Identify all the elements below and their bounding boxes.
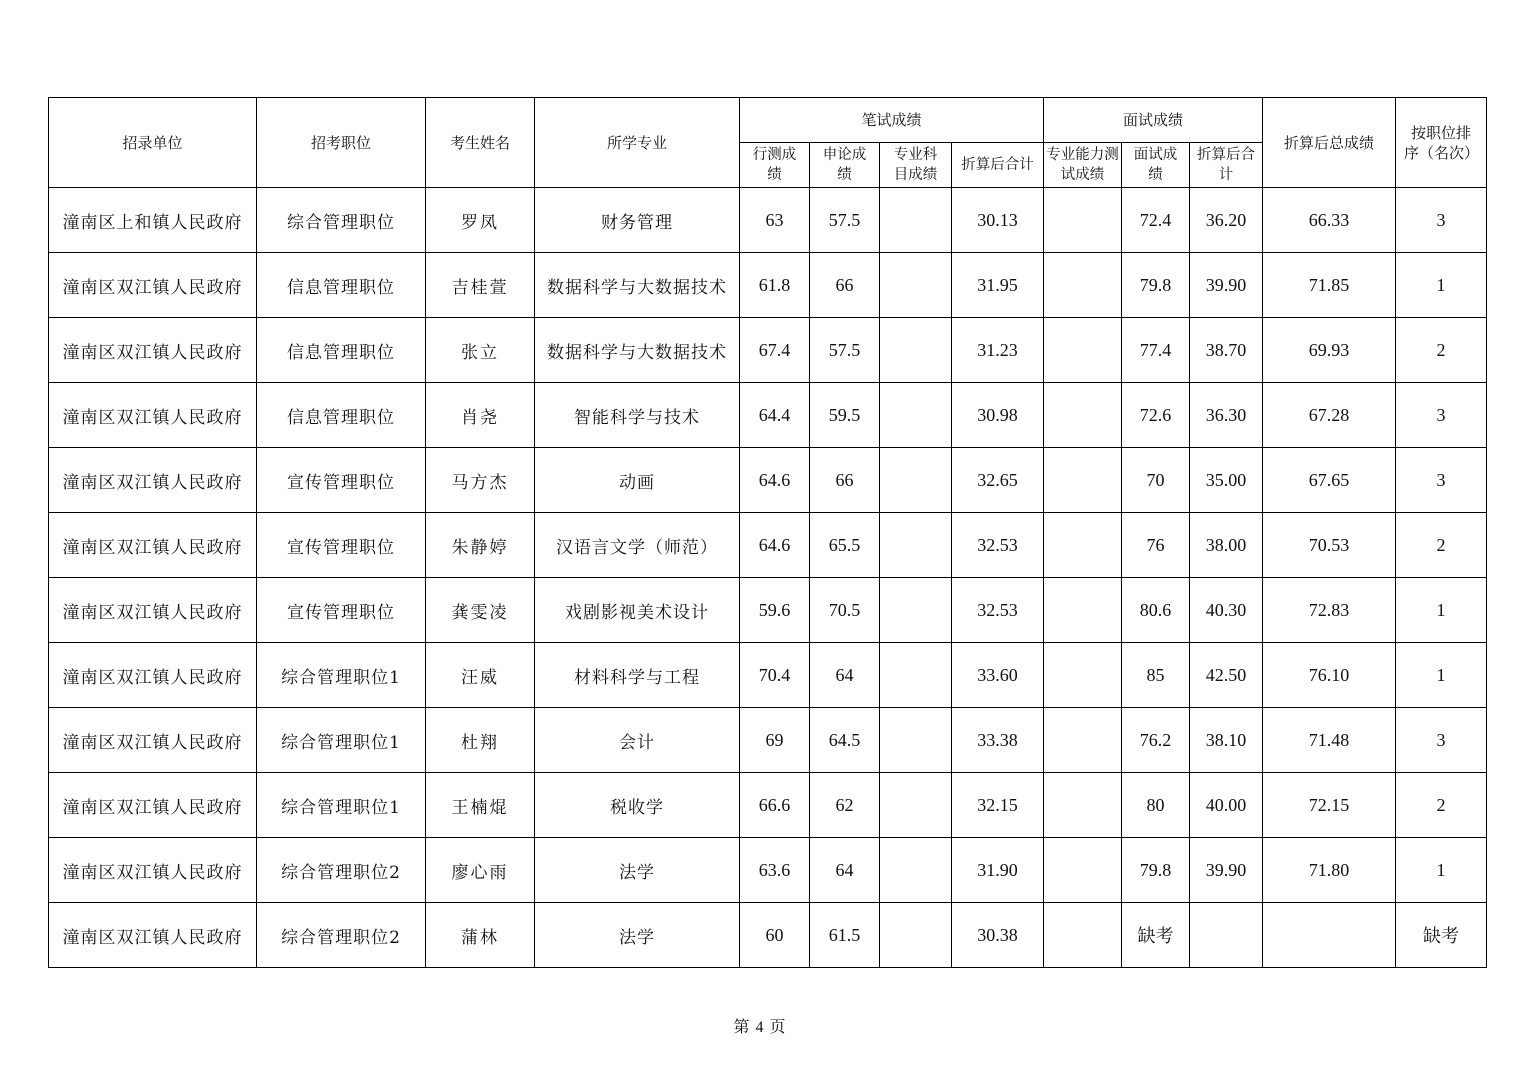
cell-interview-total: 39.90: [1190, 838, 1263, 903]
cell-interview-total: 39.90: [1190, 253, 1263, 318]
cell-interview: 80.6: [1122, 578, 1190, 643]
cell-total: 69.93: [1263, 318, 1396, 383]
cell-shenlun: 66: [810, 448, 880, 513]
cell-xingce: 67.4: [740, 318, 810, 383]
header-position: 招考职位: [257, 98, 426, 188]
cell-total: 71.85: [1263, 253, 1396, 318]
cell-written-total: 30.98: [952, 383, 1044, 448]
cell-xingce: 60: [740, 903, 810, 968]
cell-interview: 79.8: [1122, 253, 1190, 318]
cell-major: 材料科学与工程: [535, 643, 740, 708]
cell-interview: 79.8: [1122, 838, 1190, 903]
cell-ability: [1044, 448, 1122, 513]
cell-interview-total: 38.10: [1190, 708, 1263, 773]
cell-interview: 72.6: [1122, 383, 1190, 448]
cell-interview: 76: [1122, 513, 1190, 578]
cell-shenlun: 64: [810, 838, 880, 903]
cell-position: 综合管理职位2: [257, 903, 426, 968]
header-name: 考生姓名: [426, 98, 535, 188]
cell-total: 72.15: [1263, 773, 1396, 838]
cell-major: 动画: [535, 448, 740, 513]
cell-ability: [1044, 253, 1122, 318]
cell-shenlun: 62: [810, 773, 880, 838]
header-prof: 专业科目成绩: [880, 143, 952, 188]
cell-shenlun: 64: [810, 643, 880, 708]
cell-written-total: 33.38: [952, 708, 1044, 773]
cell-prof: [880, 253, 952, 318]
cell-ability: [1044, 903, 1122, 968]
cell-rank: 2: [1396, 773, 1487, 838]
cell-prof: [880, 643, 952, 708]
cell-written-total: 32.15: [952, 773, 1044, 838]
cell-xingce: 61.8: [740, 253, 810, 318]
cell-position: 综合管理职位: [257, 188, 426, 253]
cell-unit: 潼南区双江镇人民政府: [49, 773, 257, 838]
cell-unit: 潼南区双江镇人民政府: [49, 253, 257, 318]
cell-total: [1263, 903, 1396, 968]
table-row: [49, 318, 1487, 383]
cell-unit: 潼南区上和镇人民政府: [49, 188, 257, 253]
cell-interview: 70: [1122, 448, 1190, 513]
cell-major: 智能科学与技术: [535, 383, 740, 448]
cell-xingce: 64.6: [740, 448, 810, 513]
cell-rank: 3: [1396, 383, 1487, 448]
cell-position: 综合管理职位1: [257, 643, 426, 708]
cell-name: 汪威: [426, 643, 535, 708]
header-shenlun: 申论成绩: [810, 143, 880, 188]
cell-written-total: 30.13: [952, 188, 1044, 253]
cell-xingce: 63.6: [740, 838, 810, 903]
cell-written-total: 30.38: [952, 903, 1044, 968]
cell-name: 龚雯凌: [426, 578, 535, 643]
cell-written-total: 32.53: [952, 513, 1044, 578]
cell-prof: [880, 513, 952, 578]
cell-ability: [1044, 708, 1122, 773]
header-ability: 专业能力测试成绩: [1044, 143, 1122, 188]
table-row: [49, 253, 1487, 318]
table-row: [49, 513, 1487, 578]
cell-prof: [880, 578, 952, 643]
cell-interview-total: 40.30: [1190, 578, 1263, 643]
cell-name: 吉桂萱: [426, 253, 535, 318]
cell-unit: 潼南区双江镇人民政府: [49, 838, 257, 903]
cell-major: 数据科学与大数据技术: [535, 253, 740, 318]
cell-unit: 潼南区双江镇人民政府: [49, 448, 257, 513]
cell-unit: 潼南区双江镇人民政府: [49, 708, 257, 773]
cell-ability: [1044, 838, 1122, 903]
cell-unit: 潼南区双江镇人民政府: [49, 578, 257, 643]
cell-name: 廖心雨: [426, 838, 535, 903]
header-xingce: 行测成绩: [740, 143, 810, 188]
table-row: [49, 838, 1487, 903]
cell-position: 信息管理职位: [257, 383, 426, 448]
cell-ability: [1044, 383, 1122, 448]
table-row: [49, 643, 1487, 708]
cell-xingce: 70.4: [740, 643, 810, 708]
cell-position: 综合管理职位1: [257, 773, 426, 838]
cell-position: 信息管理职位: [257, 318, 426, 383]
cell-name: 张立: [426, 318, 535, 383]
cell-name: 朱静婷: [426, 513, 535, 578]
cell-total: 71.80: [1263, 838, 1396, 903]
cell-interview-total: 35.00: [1190, 448, 1263, 513]
cell-unit: 潼南区双江镇人民政府: [49, 513, 257, 578]
cell-shenlun: 65.5: [810, 513, 880, 578]
header-interview-converted: 折算后合计: [1190, 143, 1263, 188]
cell-position: 综合管理职位1: [257, 708, 426, 773]
cell-position: 信息管理职位: [257, 253, 426, 318]
cell-shenlun: 66: [810, 253, 880, 318]
cell-ability: [1044, 513, 1122, 578]
cell-total: 67.65: [1263, 448, 1396, 513]
cell-interview-total: 38.70: [1190, 318, 1263, 383]
cell-written-total: 31.90: [952, 838, 1044, 903]
cell-prof: [880, 708, 952, 773]
table-row: [49, 448, 1487, 513]
cell-shenlun: 70.5: [810, 578, 880, 643]
cell-total: 76.10: [1263, 643, 1396, 708]
cell-major: 税收学: [535, 773, 740, 838]
cell-name: 罗凤: [426, 188, 535, 253]
cell-ability: [1044, 643, 1122, 708]
cell-unit: 潼南区双江镇人民政府: [49, 383, 257, 448]
cell-ability: [1044, 188, 1122, 253]
cell-xingce: 69: [740, 708, 810, 773]
cell-xingce: 66.6: [740, 773, 810, 838]
cell-name: 蒲林: [426, 903, 535, 968]
cell-name: 杜翔: [426, 708, 535, 773]
header-row-1: [49, 98, 1487, 143]
cell-position: 宣传管理职位: [257, 513, 426, 578]
cell-written-total: 31.95: [952, 253, 1044, 318]
cell-unit: 潼南区双江镇人民政府: [49, 643, 257, 708]
cell-position: 宣传管理职位: [257, 578, 426, 643]
cell-shenlun: 57.5: [810, 318, 880, 383]
cell-name: 王楠焜: [426, 773, 535, 838]
cell-written-total: 33.60: [952, 643, 1044, 708]
table-row: [49, 188, 1487, 253]
cell-major: 法学: [535, 838, 740, 903]
cell-major: 汉语言文学（师范）: [535, 513, 740, 578]
cell-xingce: 64.6: [740, 513, 810, 578]
header-rank: 按职位排序（名次）: [1396, 98, 1487, 188]
cell-interview: 缺考: [1122, 903, 1190, 968]
cell-total: 70.53: [1263, 513, 1396, 578]
cell-major: 戏剧影视美术设计: [535, 578, 740, 643]
cell-rank: 3: [1396, 448, 1487, 513]
cell-ability: [1044, 578, 1122, 643]
cell-interview-total: 42.50: [1190, 643, 1263, 708]
cell-rank: 1: [1396, 578, 1487, 643]
cell-prof: [880, 318, 952, 383]
cell-interview-total: 36.30: [1190, 383, 1263, 448]
cell-shenlun: 59.5: [810, 383, 880, 448]
cell-rank: 3: [1396, 708, 1487, 773]
table-row: [49, 383, 1487, 448]
cell-total: 66.33: [1263, 188, 1396, 253]
cell-written-total: 31.23: [952, 318, 1044, 383]
header-major: 所学专业: [535, 98, 740, 188]
cell-written-total: 32.53: [952, 578, 1044, 643]
cell-position: 综合管理职位2: [257, 838, 426, 903]
cell-rank: 缺考: [1396, 903, 1487, 968]
header-interview-score: 面试成绩: [1122, 143, 1190, 188]
cell-total: 71.48: [1263, 708, 1396, 773]
cell-interview-total: 40.00: [1190, 773, 1263, 838]
cell-major: 数据科学与大数据技术: [535, 318, 740, 383]
cell-major: 会计: [535, 708, 740, 773]
table-row: [49, 903, 1487, 968]
cell-shenlun: 57.5: [810, 188, 880, 253]
cell-prof: [880, 448, 952, 513]
cell-interview: 77.4: [1122, 318, 1190, 383]
cell-ability: [1044, 773, 1122, 838]
cell-prof: [880, 838, 952, 903]
cell-xingce: 63: [740, 188, 810, 253]
cell-interview-total: 36.20: [1190, 188, 1263, 253]
cell-prof: [880, 773, 952, 838]
cell-unit: 潼南区双江镇人民政府: [49, 318, 257, 383]
cell-interview: 85: [1122, 643, 1190, 708]
table-row: [49, 708, 1487, 773]
cell-prof: [880, 188, 952, 253]
cell-rank: 1: [1396, 643, 1487, 708]
cell-prof: [880, 383, 952, 448]
cell-major: 财务管理: [535, 188, 740, 253]
table-body: [49, 188, 1487, 968]
cell-xingce: 59.6: [740, 578, 810, 643]
cell-xingce: 64.4: [740, 383, 810, 448]
cell-position: 宣传管理职位: [257, 448, 426, 513]
cell-interview-total: [1190, 903, 1263, 968]
cell-name: 肖尧: [426, 383, 535, 448]
cell-total: 72.83: [1263, 578, 1396, 643]
header-total: 折算后总成绩: [1263, 98, 1396, 188]
cell-name: 马方杰: [426, 448, 535, 513]
page-footer: 第 4 页: [733, 1019, 787, 1036]
cell-rank: 3: [1396, 188, 1487, 253]
cell-major: 法学: [535, 903, 740, 968]
cell-interview: 80: [1122, 773, 1190, 838]
cell-rank: 2: [1396, 318, 1487, 383]
cell-prof: [880, 903, 952, 968]
score-table: [48, 97, 1487, 968]
cell-rank: 2: [1396, 513, 1487, 578]
cell-total: 67.28: [1263, 383, 1396, 448]
cell-written-total: 32.65: [952, 448, 1044, 513]
cell-rank: 1: [1396, 253, 1487, 318]
cell-shenlun: 64.5: [810, 708, 880, 773]
header-unit: 招录单位: [49, 98, 257, 188]
cell-unit: 潼南区双江镇人民政府: [49, 903, 257, 968]
cell-interview-total: 38.00: [1190, 513, 1263, 578]
cell-ability: [1044, 318, 1122, 383]
header-written-converted: 折算后合计: [952, 143, 1044, 188]
table-row: [49, 578, 1487, 643]
header-written-group: 笔试成绩: [740, 98, 1044, 143]
cell-rank: 1: [1396, 838, 1487, 903]
cell-shenlun: 61.5: [810, 903, 880, 968]
cell-interview: 76.2: [1122, 708, 1190, 773]
cell-interview: 72.4: [1122, 188, 1190, 253]
table-row: [49, 773, 1487, 838]
header-interview-group: 面试成绩: [1044, 98, 1263, 143]
